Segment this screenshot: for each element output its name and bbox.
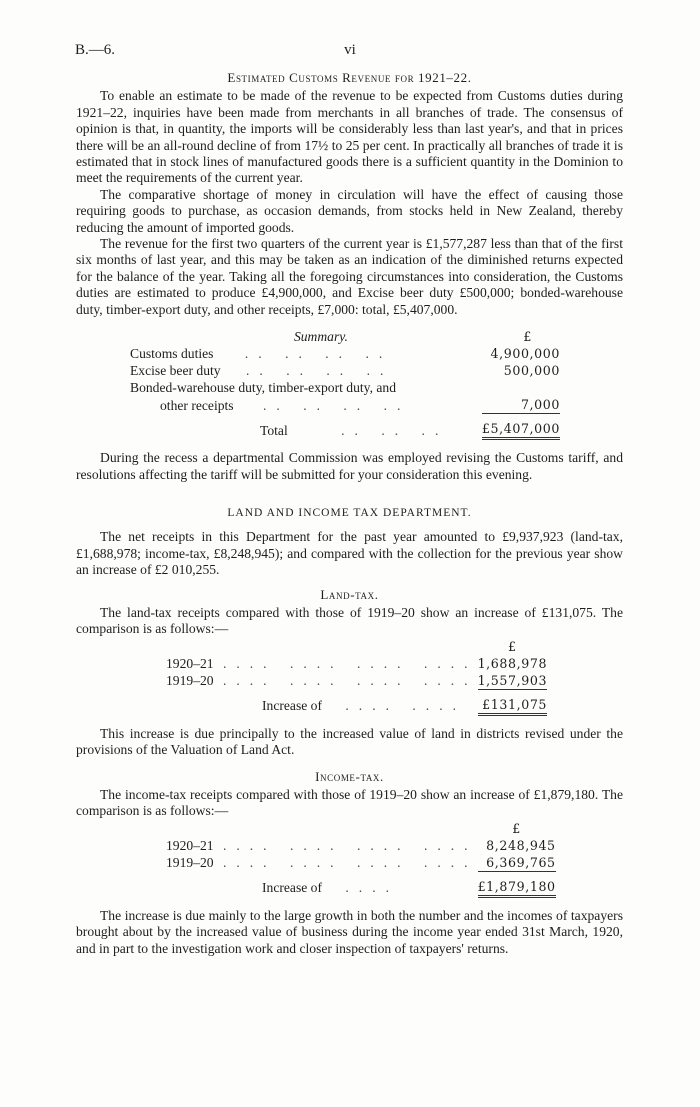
summary-row: Excise beer duty .. .. .. .. 500,000 xyxy=(130,363,560,379)
customs-paragraph-1: To enable an estimate to be made of the revenue to be expected from Customs duties during 1921–22, inquiries have been made from merchants in all branches of trade. The consensus of opinion is that, in quantity, the imports will be considerably less than last year's, and that in prices there will be an all-round decline of from 17½ to 25 per cent. In practically all branches of trade it is estimated that in stock lines of manufactured goods there is a sufficient quantity in the Dominion to meet the requirements of the current year. xyxy=(76,88,623,186)
summary-total-amount: £5,407,000 xyxy=(482,414,560,439)
increase-label: Increase of xyxy=(262,880,322,896)
summary-row-label: Excise beer duty xyxy=(130,363,221,379)
summary-row-amount: 7,000 xyxy=(520,397,560,413)
land-income-heading: LAND AND INCOME TAX DEPARTMENT. xyxy=(227,506,472,519)
summary-row: Customs duties .. .. .. .. 4,900,000 xyxy=(130,346,560,362)
land-tax-comparison-table xyxy=(166,638,547,716)
increase-amount: £131,075 xyxy=(478,689,548,714)
page-body xyxy=(76,70,623,957)
summary-row-label: Bonded-warehouse duty, timber-export duty, and xyxy=(130,380,396,396)
increase-amount: £1,879,180 xyxy=(478,871,556,896)
land-tax-intro: The land-tax receipts compared with those of 1919–20 show an increase of £131,075. The comparison is as follows:— xyxy=(76,604,623,637)
income-tax-note: The increase is due mainly to the large growth in both the number and the incomes of taxpayers brought about by the increased value of business during the income year ended 31st March, 1920, and in part to the investigation work and closer inspection of taxpayers' returns. xyxy=(76,907,623,956)
comparison-year: 1919–20 xyxy=(166,673,214,689)
page-header xyxy=(75,42,625,64)
summary-row: other receipts .. .. .. .. 7,000 xyxy=(160,397,560,413)
comparison-amount: 6,369,765 xyxy=(486,854,556,870)
comparison-amount: 1,688,978 xyxy=(477,655,548,671)
summary-total-label: Total xyxy=(260,422,288,438)
summary-total-row: Total .. .. .. £5,407,000 xyxy=(130,414,560,439)
land-tax-note: This increase is due principally to the increased value of land in districts revised under the provisions of the Valuation of Land Act. xyxy=(76,725,623,758)
income-tax-heading: Income-tax. xyxy=(315,768,384,784)
land-tax-currency: £ xyxy=(508,638,517,654)
comparison-row: 1919–20 .... .... .... .... 1,557,903 xyxy=(166,672,548,689)
summary-row xyxy=(130,379,560,396)
increase-label: Increase of xyxy=(262,698,322,714)
income-tax-intro: The income-tax receipts compared with those of 1919–20 show an increase of £1,879,180. The comparison is as follows:— xyxy=(76,786,623,819)
summary-title: Summary. xyxy=(293,329,348,345)
customs-paragraph-2: The comparative shortage of money in circulation will have the effect of causing those requiring goods to purchase, as occasion demands, from stocks held in New Zealand, thereby reducing the amount of imported goods. xyxy=(76,186,623,235)
customs-paragraph-3: The revenue for the first two quarters of the current year is £1,577,287 less than that of the first six months of last year, and this may be taken as an indication of the diminished returns expected for the balance of the year. Taking all the foregoing circumstances into consideration, the Customs duties are estimated to produce £4,900,000, and Excise beer duty £500,000; bonded-warehouse duty, timber-export duty, and other receipts, £7,000: total, £5,407,000. xyxy=(76,236,623,317)
comparison-row: 1919–20 .... .... .... .... 6,369,765 xyxy=(166,854,556,871)
summary-currency: £ xyxy=(523,329,532,345)
summary-row-amount: 4,900,000 xyxy=(490,346,560,362)
comparison-row: 1920–21 .... .... .... .... 1,688,978 xyxy=(166,655,548,671)
comparison-amount: 1,557,903 xyxy=(477,672,548,688)
comparison-row: 1920–21 .... .... .... .... 8,248,945 xyxy=(166,837,556,853)
customs-closing-paragraph: During the recess a departmental Commission was employed revising the Customs tariff, and resolutions affecting the tariff will be submitted for your consideration this evening. xyxy=(76,450,623,482)
comparison-year: 1920–21 xyxy=(166,655,214,671)
document-reference: B.—6. xyxy=(75,42,116,58)
customs-heading: Estimated Customs Revenue for 1921–22. xyxy=(227,70,472,85)
page-number: vi xyxy=(344,42,356,58)
comparison-increase-row: Increase of .... £1,879,180 xyxy=(166,871,556,896)
income-tax-comparison-table xyxy=(166,820,556,898)
comparison-year: 1919–20 xyxy=(166,855,214,871)
comparison-increase-row: Increase of .... .... £131,075 xyxy=(166,689,547,714)
land-income-intro: The net receipts in this Department for the past year amounted to £9,937,923 (land-tax, £1,688,978; income-tax, £8,248,945); and compared with the collection for the previous year show an increase of £2 010,255. xyxy=(76,529,623,578)
customs-summary-table xyxy=(130,328,560,440)
summary-row-amount: 500,000 xyxy=(503,363,560,379)
land-tax-heading: Land-tax. xyxy=(320,586,379,602)
comparison-amount: 8,248,945 xyxy=(486,837,556,853)
comparison-year: 1920–21 xyxy=(166,837,214,853)
summary-row-label: Customs duties xyxy=(130,346,214,362)
summary-row-label: other receipts xyxy=(160,397,234,413)
income-tax-currency: £ xyxy=(512,820,521,836)
